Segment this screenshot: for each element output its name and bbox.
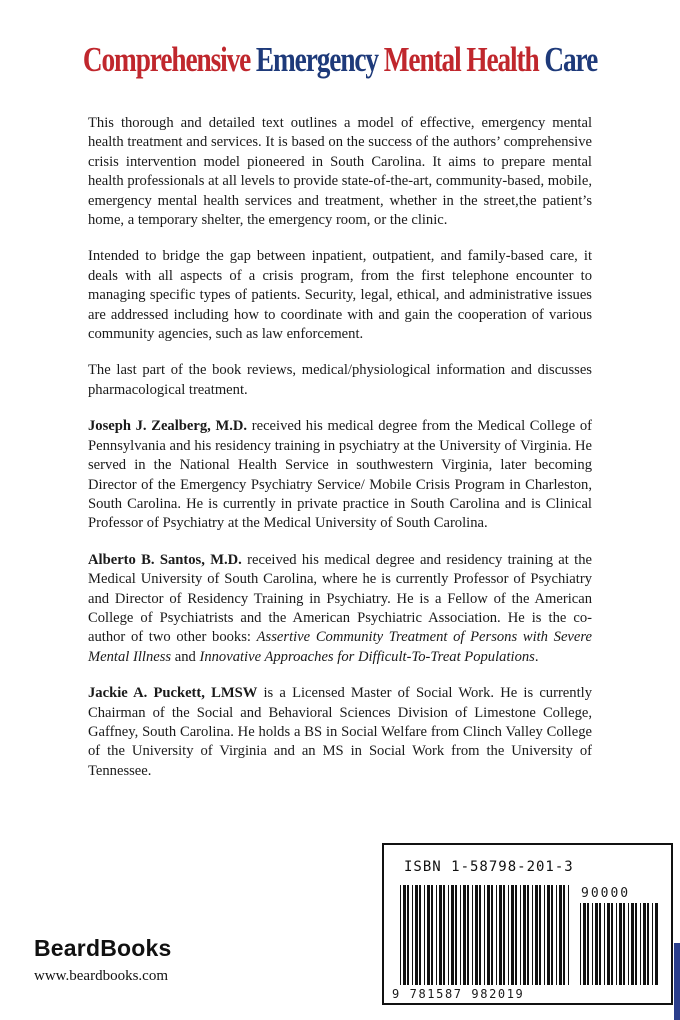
barcode-digits: 9 781587 982019	[392, 987, 525, 1001]
barcode-bar	[455, 885, 457, 985]
barcode-bar	[415, 885, 418, 985]
barcode-bar	[604, 903, 605, 985]
barcode-bar	[400, 885, 401, 985]
title-word-mental-health: Mental Health	[383, 40, 539, 79]
barcode-bar	[496, 885, 497, 985]
author-bio-text-puckett: is a Licensed Master of Social Work. He is currently Chairman of the Social and Behavioral Sciences Division of Limestone College, Gaffney, South Carolina. He holds a BS in Social Welfare from Clinch Valley College of the University of Virginia and an MS in Social Work from the University of Tennessee.	[88, 685, 592, 779]
barcode-bar	[475, 885, 478, 985]
barcode-bar	[568, 885, 569, 985]
barcode-bar	[431, 885, 433, 985]
book-title	[75, 38, 605, 82]
conjunction-and: and	[171, 648, 200, 665]
barcode-box	[382, 843, 673, 1005]
barcode-bar	[448, 885, 449, 985]
barcode-bar	[635, 903, 637, 985]
barcode-bar	[611, 903, 613, 985]
barcode-bar	[427, 885, 430, 985]
barcode-bar	[472, 885, 473, 985]
cover-edge-strip	[674, 943, 680, 1020]
publisher-website: www.beardbooks.com	[34, 968, 168, 984]
barcode-bar	[583, 903, 586, 985]
barcode-bar	[616, 903, 617, 985]
author-name-santos: Alberto B. Santos, M.D.	[88, 551, 242, 568]
author-bio-puckett	[88, 684, 592, 781]
period: .	[534, 648, 539, 665]
barcode-bar	[535, 885, 538, 985]
barcode-bar	[559, 885, 562, 985]
barcode-bar	[592, 903, 593, 985]
barcode-bar	[499, 885, 502, 985]
barcode-bar	[515, 885, 517, 985]
barcode-bar	[520, 885, 521, 985]
barcode-bar	[467, 885, 469, 985]
author-name-zealberg: Joseph J. Zealberg, M.D.	[88, 418, 248, 435]
barcode-bar	[451, 885, 454, 985]
description-paragraph-2: Intended to bridge the gap between inpatient, outpatient, and family-based care, it deals with all aspects of a crisis program, from the first telephone encounter to managing specific types of patients. Security, legal, ethical, and administrative issues are addressed including how to coordinate with and gain the cooperation of various community agencies, such as law enforcement.	[88, 248, 592, 343]
barcode-bar	[607, 903, 610, 985]
barcode-bar	[527, 885, 529, 985]
barcode-bar	[463, 885, 466, 985]
barcode-bar	[511, 885, 514, 985]
description-paragraph-1: This thorough and detailed text outlines a model of effective, emergency mental health treatment and services. It is based on the success of the authors’ comprehensive crisis intervention model pioneered in South Carolina. It aims to prepare mental health professionals at all levels to provide state-of-the-art, community-based, mobile, emergency mental health services and treatment, whether in the street,the patient’s home, a temporary shelter, the emergency room, or the clinic.	[88, 115, 592, 229]
barcode-addon-number: 90000	[581, 886, 631, 901]
book-title-innovative: Innovative Approaches for Difficult-To-Treat Populations	[199, 648, 535, 665]
barcode-bar	[412, 885, 413, 985]
barcode-bar	[443, 885, 445, 985]
barcode-bar	[419, 885, 421, 985]
barcode-bar	[655, 903, 658, 985]
title-word-emergency: Emergency	[255, 40, 379, 79]
barcode-bar	[407, 885, 409, 985]
book-title-assertive: Assertive Community Treatment of Persons with Severe Mental Illness	[88, 629, 592, 665]
barcode-bar	[595, 903, 598, 985]
barcode-bar	[403, 885, 406, 985]
back-cover-text	[88, 114, 592, 798]
barcode-bar	[556, 885, 557, 985]
barcode-bar	[503, 885, 505, 985]
barcode-bar	[640, 903, 641, 985]
barcode-bar	[547, 885, 550, 985]
barcode-bar	[643, 903, 646, 985]
barcode-bar	[532, 885, 533, 985]
barcode-bar	[563, 885, 565, 985]
barcode-bar	[479, 885, 481, 985]
barcode-bar	[628, 903, 629, 985]
barcode-bar	[424, 885, 425, 985]
barcode-bar	[599, 903, 601, 985]
barcode-bar	[484, 885, 485, 985]
author-bio-text-santos: received his medical degree and residency training at the Medical University of South Carolina, where he is currently Professor of Psychiatry and Director of Residency Training in Psychiatry. He is a Fellow of the American College of Psychiatrists and the American Psychiatric Association. He is the co-author of two other books:	[88, 551, 592, 646]
barcode-bar	[647, 903, 649, 985]
description-paragraph-3: The last part of the book reviews, medical/physiological information and discusses pharmacological treatment.	[88, 362, 592, 398]
barcode-bar	[508, 885, 509, 985]
author-bio-zealberg	[88, 417, 592, 533]
barcode-bar	[436, 885, 437, 985]
barcode-bar	[439, 885, 442, 985]
barcode-bar	[551, 885, 553, 985]
barcode-bar	[619, 903, 622, 985]
isbn-label: ISBN 1-58798-201-3	[404, 859, 574, 875]
barcode-bar	[460, 885, 461, 985]
barcode-bar	[587, 903, 589, 985]
barcode-bar	[580, 903, 581, 985]
barcode-bar	[539, 885, 541, 985]
author-bio-text-zealberg: received his medical degree from the Medical College of Pennsylvania and his residency training in psychiatry at the University of Virginia. He served in the National Health Service in southwestern Virginia, later becoming Director of the Emergency Psychiatry Service/ Mobile Crisis Program in Charleston, South Carolina. He is currently in private practice in South Carolina and is Clinical Professor of Psychiatry at the Medical University of South Carolina.	[88, 418, 592, 532]
barcode-bar	[487, 885, 490, 985]
title-word-comprehensive: Comprehensive	[82, 40, 251, 79]
author-bio-santos	[88, 551, 592, 667]
author-name-puckett: Jackie A. Puckett, LMSW	[88, 685, 258, 702]
barcode-bar	[623, 903, 625, 985]
barcode-bar	[631, 903, 634, 985]
barcode-bar	[652, 903, 653, 985]
barcode-bar	[491, 885, 493, 985]
barcode-bar	[523, 885, 526, 985]
publisher-logo: BeardBooks	[34, 935, 172, 961]
title-word-care: Care	[544, 40, 598, 79]
barcode-bar	[544, 885, 545, 985]
